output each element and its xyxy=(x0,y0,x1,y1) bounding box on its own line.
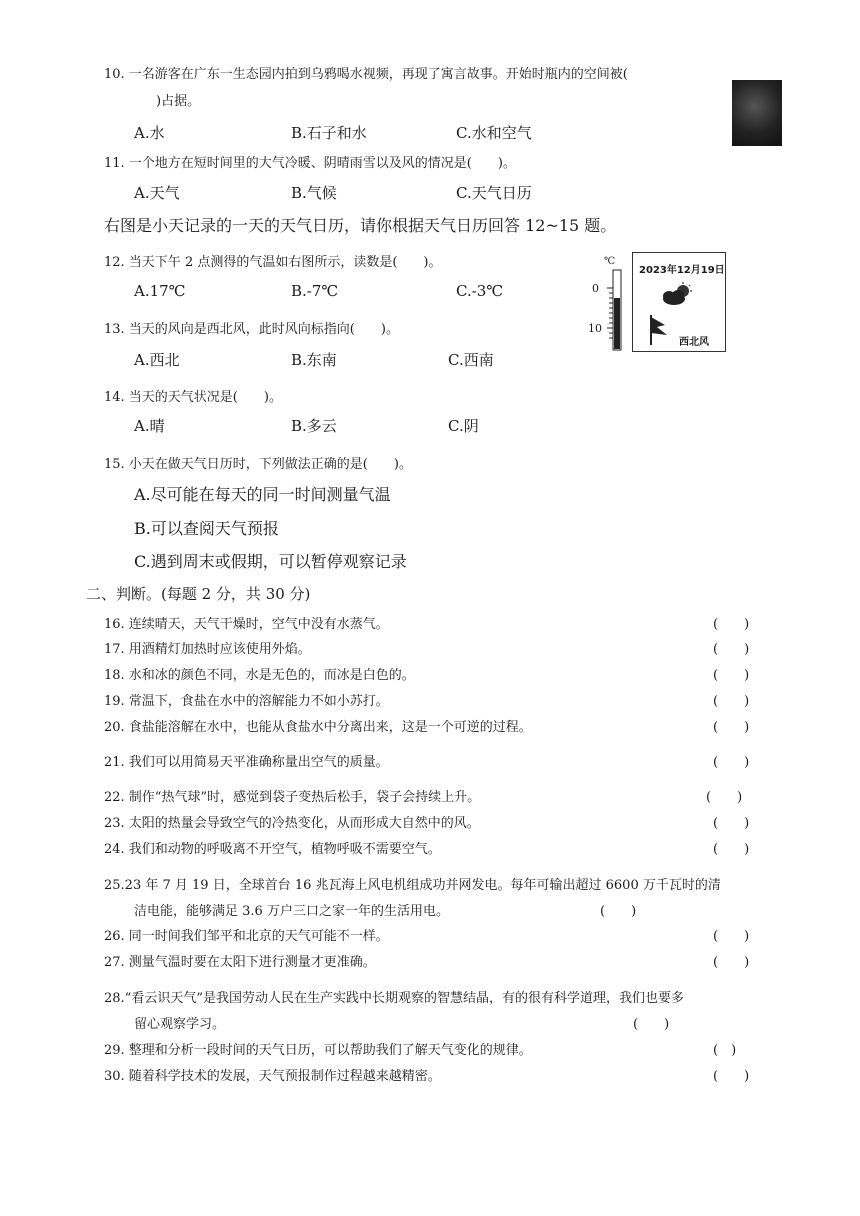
judgment-25-cont: 洁电能，能够满足 3.6 万户三口之家一年的生活用电。 xyxy=(134,904,449,919)
q13-option-b: B.东南 xyxy=(291,351,337,369)
answer-blank-25[interactable]: ( ) xyxy=(600,904,637,919)
thermometer-tick-10: 10 xyxy=(588,322,602,335)
calendar-date: 2023年12月19日 xyxy=(639,265,725,276)
answer-blank-16[interactable]: ( ) xyxy=(713,617,750,632)
q14-option-c: C.阴 xyxy=(448,417,479,435)
answer-blank-24[interactable]: ( ) xyxy=(713,842,750,857)
q12-option-c: C.-3℃ xyxy=(456,282,504,300)
judgment-27: 27. 测量气温时要在太阳下进行测量才更准确。 xyxy=(104,955,376,970)
judgment-25: 25.23 年 7 月 19 日，全球首台 16 兆瓦海上风电机组成功并网发电。每年可输出超过 6600 万千瓦时的清 xyxy=(104,878,721,893)
answer-blank-29[interactable]: ( ) xyxy=(713,1043,737,1058)
q13-option-a: A.西北 xyxy=(134,351,180,369)
q10-option-c: C.水和空气 xyxy=(456,124,532,142)
q13-option-c: C.西南 xyxy=(448,351,494,369)
q11-option-a: A.天气 xyxy=(134,184,180,202)
judgment-16: 16. 连续晴天，天气干燥时，空气中没有水蒸气。 xyxy=(104,617,389,632)
q11-option-c: C.天气日历 xyxy=(456,184,532,202)
judgment-19: 19. 常温下，食盐在水中的溶解能力不如小苏打。 xyxy=(104,694,389,709)
q12-option-b: B.-7℃ xyxy=(291,282,339,300)
judgment-30: 30. 随着科学技术的发展，天气预报制作过程越来越精密。 xyxy=(104,1069,441,1084)
q15-option-a: A.尽可能在每天的同一时间测量气温 xyxy=(134,485,391,504)
section-2-heading: 二、判断。(每题 2 分，共 30 分) xyxy=(86,585,311,603)
judgment-18: 18. 水和冰的颜色不同，水是无色的，而冰是白色的。 xyxy=(104,668,415,683)
judgment-22: 22. 制作“热气球”时，感觉到袋子变热后松手，袋子会持续上升。 xyxy=(104,790,481,805)
judgment-20: 20. 食盐能溶解在水中，也能从食盐水中分离出来，这是一个可逆的过程。 xyxy=(104,720,532,735)
q14-text: 14. 当天的天气状况是( )。 xyxy=(104,390,282,405)
judgment-26: 26. 同一时间我们邹平和北京的天气可能不一样。 xyxy=(104,929,389,944)
judgment-21: 21. 我们可以用简易天平准确称量出空气的质量。 xyxy=(104,755,389,770)
cloud-sun-icon xyxy=(659,281,695,307)
thermometer-icon xyxy=(588,252,632,352)
q15-option-c: C.遇到周末或假期，可以暂停观察记录 xyxy=(134,552,407,571)
judgment-23: 23. 太阳的热量会导致空气的冷热变化，从而形成大自然中的风。 xyxy=(104,816,480,831)
crow-photo xyxy=(732,80,782,146)
q12-option-a: A.17℃ xyxy=(134,282,186,300)
answer-blank-20[interactable]: ( ) xyxy=(713,720,750,735)
thermometer-figure xyxy=(588,252,632,352)
answer-blank-17[interactable]: ( ) xyxy=(713,642,750,657)
calendar-wind: 西北风 xyxy=(679,337,709,348)
judgment-28-cont: 留心观察学习。 xyxy=(134,1017,226,1032)
q11-text: 11. 一个地方在短时间里的大气冷暖、阴晴雨雪以及风的情况是( )。 xyxy=(104,156,516,171)
answer-blank-21[interactable]: ( ) xyxy=(713,755,750,770)
answer-blank-23[interactable]: ( ) xyxy=(713,816,750,831)
judgment-24: 24. 我们和动物的呼吸离不开空气，植物呼吸不需要空气。 xyxy=(104,842,441,857)
q10-option-b: B.石子和水 xyxy=(291,124,367,142)
thermometer-tick-0: 0 xyxy=(592,282,599,295)
weather-calendar-card xyxy=(632,252,726,352)
judgment-29: 29. 整理和分析一段时间的天气日历，可以帮助我们了解天气变化的规律。 xyxy=(104,1043,532,1058)
q13-text: 13. 当天的风向是西北风，此时风向标指向( )。 xyxy=(104,322,399,337)
q14-option-a: A.晴 xyxy=(134,417,165,435)
q10-text: 10. 一名游客在广东一生态园内拍到乌鸦喝水视频，再现了寓言故事。开始时瓶内的空间被( xyxy=(104,67,628,82)
answer-blank-22[interactable]: ( ) xyxy=(706,790,743,805)
answer-blank-18[interactable]: ( ) xyxy=(713,668,750,683)
figure-intro: 右图是小天记录的一天的天气日历，请你根据天气日历回答 12~15 题。 xyxy=(104,216,617,235)
q12-text: 12. 当天下午 2 点测得的气温如右图所示，读数是( )。 xyxy=(104,255,442,270)
judgment-28: 28.“看云识天气”是我国劳动人民在生产实践中长期观察的智慧结晶，有的很有科学道理，我们也要多 xyxy=(104,991,684,1006)
judgment-17: 17. 用酒精灯加热时应该使用外焰。 xyxy=(104,642,311,657)
answer-blank-26[interactable]: ( ) xyxy=(713,929,750,944)
q15-text: 15. 小天在做天气日历时，下列做法正确的是( )。 xyxy=(104,457,412,472)
wind-flag-icon xyxy=(647,313,671,347)
q14-option-b: B.多云 xyxy=(291,417,337,435)
answer-blank-28[interactable]: ( ) xyxy=(633,1017,670,1032)
q15-option-b: B.可以查阅天气预报 xyxy=(134,519,279,538)
answer-blank-30[interactable]: ( ) xyxy=(713,1069,750,1084)
q10-option-a: A.水 xyxy=(134,124,165,142)
answer-blank-19[interactable]: ( ) xyxy=(713,694,750,709)
q11-option-b: B.气候 xyxy=(291,184,337,202)
answer-blank-27[interactable]: ( ) xyxy=(713,955,750,970)
thermometer-unit: ℃ xyxy=(604,256,616,267)
q10-text-cont: )占据。 xyxy=(156,94,201,109)
